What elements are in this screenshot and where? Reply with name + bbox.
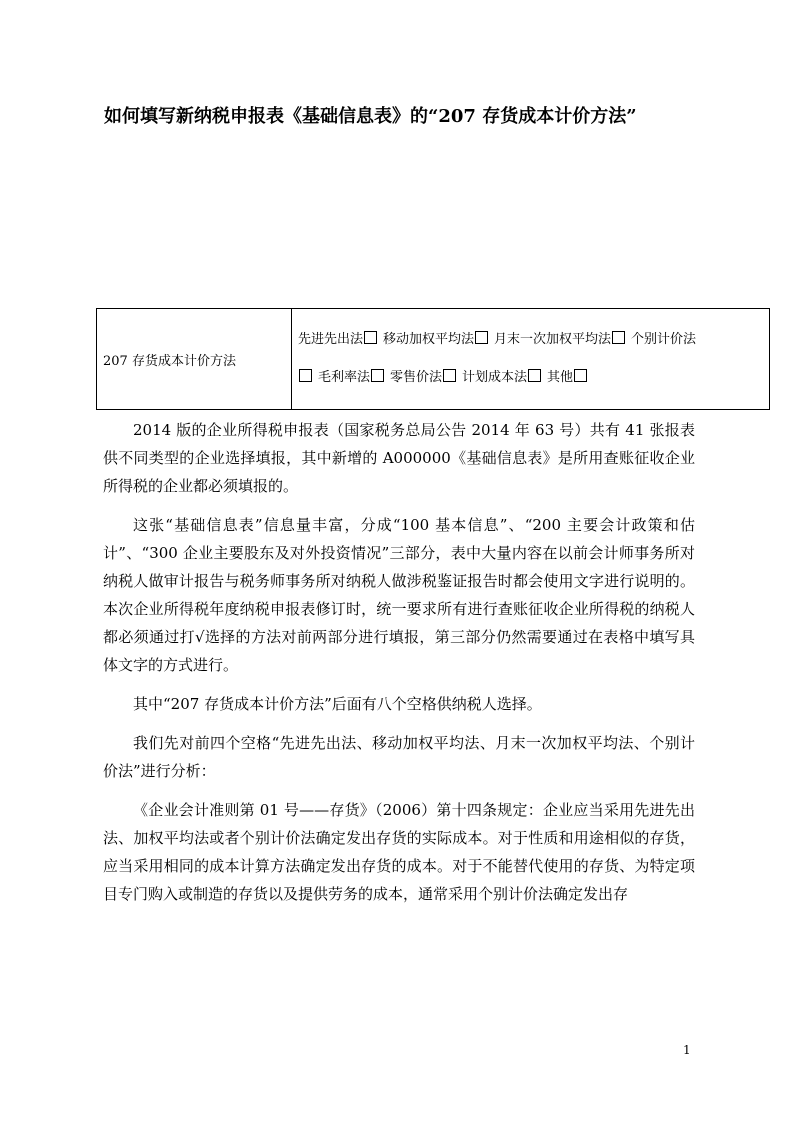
checkbox-gross-margin[interactable] [371, 369, 384, 382]
document-title: 如何填写新纳税申报表《基础信息表》的“207 存货成本计价方法” [104, 106, 637, 127]
option-fifo[interactable]: 先进先出法 [298, 332, 383, 347]
option-gross-margin[interactable]: 毛利率法 [318, 370, 390, 385]
paragraph-1: 2014 版的企业所得税申报表（国家税务总局公告 2014 年 63 号）共有 41 张报表供不同类型的企业选择填报，其中新增的 A000000《基础信息表》是所用查账征收企业所得税的企业都必须填报的。 [103, 421, 695, 495]
checkbox-specific-identification[interactable] [299, 369, 312, 382]
paragraph-5: 《企业会计准则第 01 号——存货》（2006）第十四条规定：企业应当采用先进先出法、加权平均法或者个别计价法确定发出存货的实际成本。对于性质和用途相似的存货，应当采用相同的成本计算方法确定发出存货的成本。对于不能替代使用的存货、为特定项目专门购入或制造的存货以及提供劳务的成本，通常采用个别计价法确定发出存 [103, 801, 695, 903]
document-body [103, 416, 695, 919]
form-options-cell [292, 309, 770, 410]
paragraph-2: 这张“基础信息表”信息量丰富，分成“100 基本信息”、“200 主要会计政策和估计”、“300 企业主要股东及对外投资情况”三部分，表中大量内容在以前会计师事务所对纳税人做审计报告与税务师事务所对纳税人做涉税鉴证报告时都会使用文字进行说明的。本次企业所得税年度纳税申报表修订时，统一要求所有进行查账征收企业所得税的纳税人都必须通过打√选择的方法对前两部分进行填报，第三部分仍然需要通过在表格中填写具体文字的方式进行。 [103, 516, 695, 674]
paragraph-4: 我们先对前四个空格“先进先出法、移动加权平均法、月末一次加权平均法、个别计价法”进行分析： [103, 734, 695, 780]
checkbox-retail-price[interactable] [443, 369, 456, 382]
option-retail-price[interactable]: 零售价法 [390, 370, 462, 385]
paragraph-3: 其中“207 存货成本计价方法”后面有八个空格供纳税人选择。 [133, 695, 542, 713]
option-planned-cost[interactable]: 计划成本法 [462, 370, 547, 385]
options-row-1 [292, 321, 769, 359]
checkbox-month-end-weighted-average[interactable] [612, 331, 625, 344]
checkbox-other[interactable] [574, 369, 587, 382]
checkbox-planned-cost[interactable] [528, 369, 541, 382]
form-label: 207 存货成本计价方法 [103, 353, 236, 369]
option-month-end-weighted-average[interactable]: 月末一次加权平均法 [494, 332, 631, 347]
option-moving-weighted-average[interactable]: 移动加权平均法 [383, 332, 494, 347]
checkbox-fifo[interactable] [364, 331, 377, 344]
option-other[interactable]: 其他 [547, 370, 593, 385]
options-row-2 [292, 359, 769, 397]
option-specific-identification[interactable]: 个别计价法 [631, 332, 697, 347]
page-number: 1 [683, 1043, 691, 1057]
form-label-cell [97, 309, 292, 410]
inventory-method-form-table [96, 308, 770, 410]
checkbox-moving-weighted-average[interactable] [475, 331, 488, 344]
